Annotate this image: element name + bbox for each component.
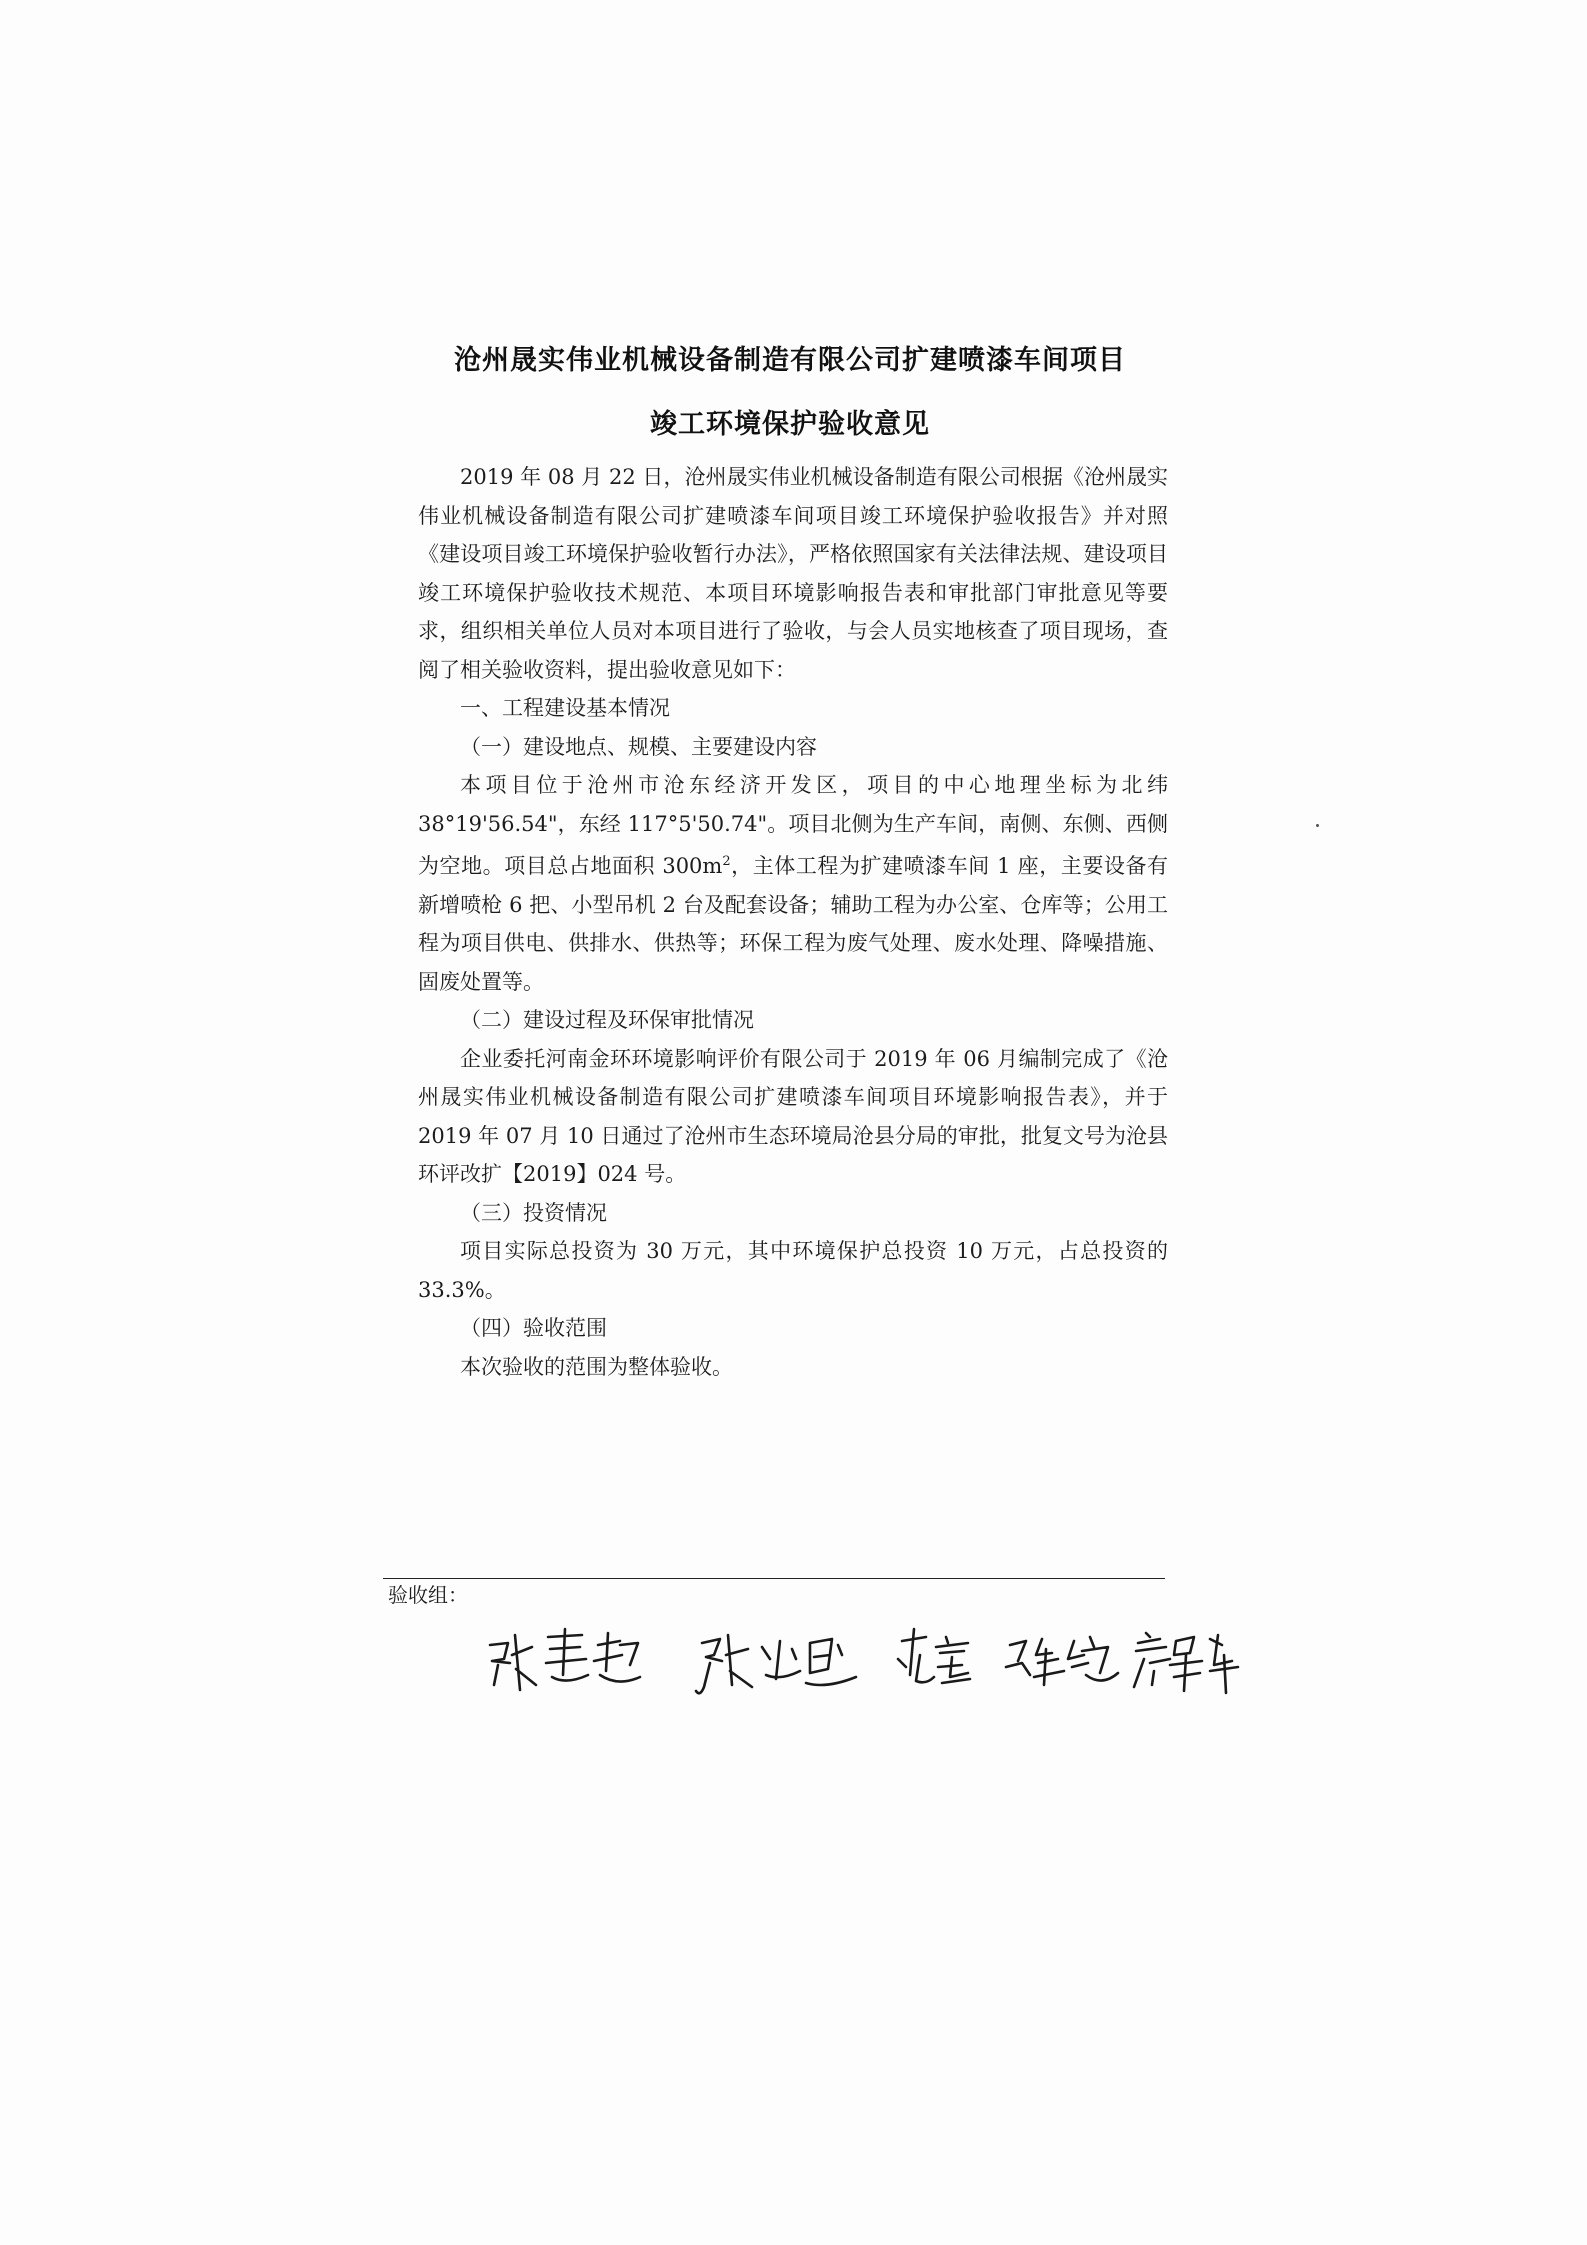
handwritten-signatures	[470, 1615, 1250, 1710]
document-title-line2: 竣工环境保护验收意见	[650, 409, 930, 440]
signature-divider	[383, 1578, 1165, 1579]
scan-speck	[1316, 824, 1319, 827]
document-body	[418, 458, 1168, 1386]
acceptance-group-label: 验收组：	[388, 1583, 468, 1607]
sub1-heading: （一）建设地点、规模、主要建设内容	[460, 734, 817, 759]
signature-3	[898, 1629, 970, 1683]
intro-paragraph: 2019 年 08 月 22 日，沧州晟实伟业机械设备制造有限公司根据《沧州晟实伟业机械设备制造有限公司扩建喷漆车间项目竣工环境保护验收报告》并对照《建设项目竣工环境保护验收暂行办法》，严格依照国家有关法律法规、建设项目竣工环境保护验收技术规范、本项目环境影响报告表和审批部门审批意见等要求，组织相关单位人员对本项目进行了验收，与会人员实地核查了项目现场，查阅了相关验收资料，提出验收意见如下：	[418, 465, 1168, 682]
area-superscript: 2	[722, 854, 731, 869]
sub2-heading: （二）建设过程及环保审批情况	[460, 1008, 754, 1032]
sub4-heading: （四）验收范围	[460, 1316, 607, 1340]
sub3-paragraph: 项目实际总投资为 30 万元，其中环境保护总投资 10 万元，占总投资的 33.3%。	[418, 1239, 1168, 1302]
document-title-line1: 沧州晟实伟业机械设备制造有限公司扩建喷漆车间项目	[454, 345, 1126, 376]
sub1-paragraph	[418, 766, 1168, 1001]
sub4-paragraph: 本次验收的范围为整体验收。	[460, 1354, 733, 1379]
signature-4	[1006, 1637, 1118, 1685]
section1-heading: 一、工程建设基本情况	[460, 696, 670, 720]
sub2-paragraph: 企业委托河南金环环境影响评价有限公司于 2019 年 06 月编制完成了《沧州晟实伟业机械设备制造有限公司扩建喷漆车间项目环境影响报告表》，并于 2019 年 07 月 10 日通过了沧州市生态环境局沧县分局的审批，批复文号为沧县环评改扩【2019】024 号。	[418, 1046, 1168, 1186]
signature-1	[490, 1629, 640, 1690]
sub1-text-after: ，主体工程为扩建喷漆车间 1 座，主要设备有新增喷枪 6 把、小型吊机 2 台及配套设备；辅助工程为办公室、仓库等；公用工程为项目供电、供排水、供热等；环保工程为废气处理、废水处理、降噪措施、固废处置等。	[418, 854, 1168, 994]
sub1-text-before: 本项目位于沧州市沧东经济开发区，项目的中心地理坐标为北纬 38°19'56.54"，东经 117°5'50.74"。项目北侧为生产车间，南侧、东侧、西侧为空地。项目总占地面积 300m	[418, 773, 1168, 878]
sub3-heading: （三）投资情况	[460, 1200, 607, 1225]
signature-5	[1134, 1633, 1238, 1693]
signature-2	[696, 1635, 856, 1693]
